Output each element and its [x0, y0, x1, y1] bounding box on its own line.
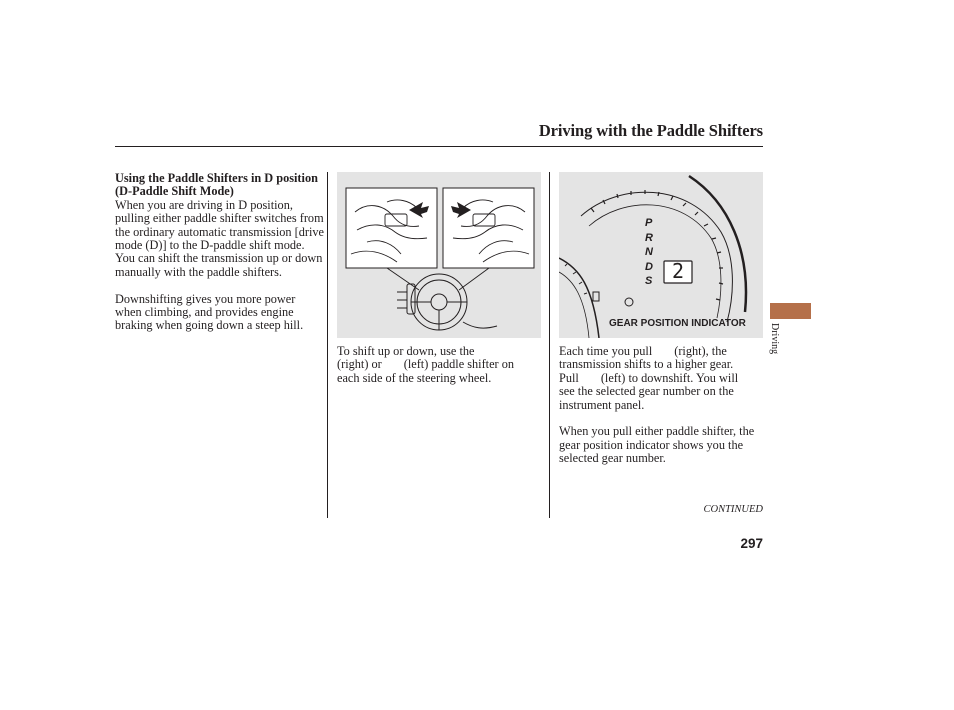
- section-tab-label: Driving: [769, 323, 780, 355]
- column-divider-1: [327, 172, 328, 518]
- col3-line: transmission shifts to a higher gear.: [559, 357, 734, 372]
- selected-gear-number: 2: [671, 259, 685, 283]
- column-2: [337, 345, 543, 385]
- column-divider-2: [549, 172, 550, 518]
- paragraph-downshifting: Downshifting gives you more power when climbing, and provides engine braking when going down a steep hill.: [115, 291, 304, 333]
- gear-letter: R: [645, 231, 653, 244]
- col2-line: To shift up or down, use the: [337, 344, 475, 358]
- column-1: [115, 172, 325, 333]
- col2-line: each side of the steering wheel.: [337, 370, 492, 385]
- gear-letter: S: [645, 275, 653, 287]
- col3-line: Pull (left) to downshift. You will: [559, 370, 739, 385]
- gear-indicator-illustration: [559, 172, 763, 338]
- gear-letter: D: [645, 260, 653, 273]
- gear-letter: N: [645, 246, 653, 258]
- page-number: 297: [740, 536, 763, 551]
- section-heading: Using the Paddle Shifters in D position (D-Paddle Shift Mode): [115, 171, 318, 199]
- col3-line: instrument panel.: [559, 397, 645, 412]
- continued-label: CONTINUED: [703, 504, 763, 515]
- page-title: Driving with the Paddle Shifters: [538, 121, 763, 140]
- col2-line: (right) or (left) paddle shifter on: [337, 357, 515, 372]
- gear-letter: P: [645, 217, 653, 229]
- col3-line: see the selected gear number on the: [559, 384, 734, 399]
- paragraph-indicator: When you pull either paddle shifter, the gear position indicator shows you the selected gear number.: [559, 424, 755, 466]
- section-tab: [770, 303, 811, 319]
- gear-letters: [645, 216, 653, 289]
- title-rule: [115, 146, 763, 147]
- column-3: [559, 345, 765, 466]
- gauge-drawing: [559, 172, 763, 338]
- paddle-shifter-illustration: [337, 172, 541, 338]
- gauge-caption: GEAR POSITION INDICATOR: [609, 318, 746, 329]
- paragraph-intro: When you are driving in D position, pulling either paddle shifter switches from the ordinary automatic transmission [drive mode (D)] to the D-paddle shift mode. You can shift the transmission up or down manually with the paddle shifters.: [115, 197, 324, 279]
- col3-line: Each time you pull (right), the: [559, 344, 727, 358]
- steering-wheel-paddles-drawing: [337, 172, 541, 338]
- gauge-ticks: [591, 190, 723, 300]
